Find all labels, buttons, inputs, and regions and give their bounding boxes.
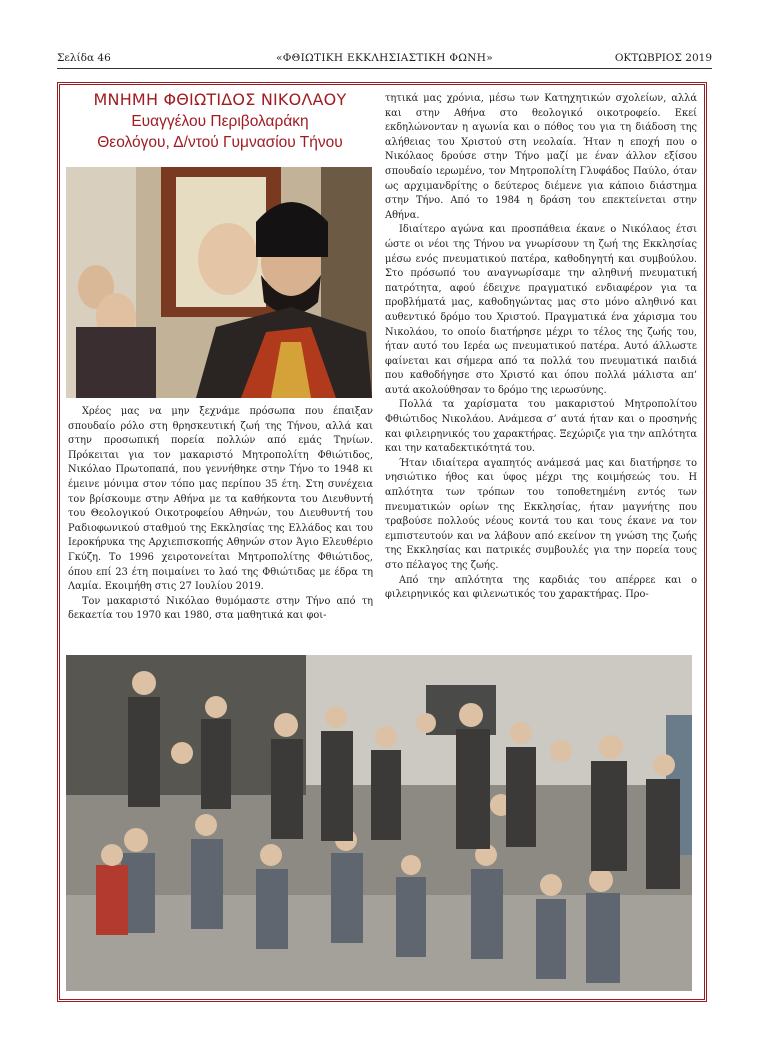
publication-name: «ΦΘΙΩΤΙΚΗ ΕΚΚΛΗΣΙΑΣΤΙΚΗ ΦΩΝΗ» [276,52,493,64]
portrait-photo [66,167,372,398]
issue-date: ΟΚΤΩΒΡΙΟΣ 2019 [614,52,712,64]
paragraph: Από την απλότητα της καρδιάς του απέρρεε και ο φιλειρηνικός και φιλενωτικός του χαρακτήρας. Προ- [385,574,697,601]
group-photo-drawing [66,655,692,991]
page-number: Σελίδα 46 [57,52,111,64]
paragraph: τητικά μας χρόνια, μέσω των Κατηχητικών σχολείων, αλλά και στην Αθήνα στο θεολογικό οικοτροφείο. Εκεί εκδηλώνονταν η αγωνία και ο πόθος του για τη διάδοση της αλήθειας του Χριστού στη νεολαία. Ήταν η εποχή που ο Νικόλαος δρούσε στην Τήνο μαζί με έναν άλλον εξίσου σπουδαίο ιερωμένο, τον Μητροπολίτη Γλυφάδος Παύλο, όταν ως αρχιμανδρίτης ο δεύτερος διέμενε για κάποιο διάστημα στην Τήνο. Από το 1984 η δράση του επεκτείνεται στην Αθήνα. [385,93,697,221]
article-author: Ευαγγέλου Περιβολαράκη [131,113,309,130]
article-author-role: Θεολόγου, Δ/ντού Γυμνασίου Τήνου [97,134,343,151]
paragraph: Τον μακαριστό Νικόλαο θυμόμαστε στην Τήνο από τη δεκαετία του 1970 και 1980, στα μαθητικά και φοι- [68,595,373,622]
text-column-right [385,92,697,603]
header-rule [57,68,712,69]
portrait-photo-drawing [66,167,372,398]
group-photo [66,655,692,991]
paragraph: Ήταν ιδιαίτερα αγαπητός ανάμεσά μας και διατήρησε το νησιώτικο ήθος και ύφος μέχρι της κοιμήσεώς του. Η απλότητα των τρόπων του τοποθετημένη εντός των πνευματικών ορίων της Εκκλησίας, ήταν μαγνήτης που τραβούσε πολλούς νέους κοντά του και τους έκανε να τον εμπιστευτούν και να λάβουν από εκείνον τη γνώση της ζωής της Εκκλησίας και πατρικές συμβουλές για την πορεία τους στο πέλαγος της ζωής. [385,457,697,571]
article-heading [62,89,378,153]
paragraph: Χρέος μας να μην ξεχνάμε πρόσωπα που έπαιξαν σπουδαίο ρόλο στη θρησκευτική ζωή της Τήνου, αλλά και στην προσωπική πορεία πολλών από εμάς Τηνίων. Πρόκειται για τον μακαριστό Μητροπολίτη Φθιώτιδος, Νικόλαο Πρωτοπαπά, που γεννήθηκε στην Τήνο το 1948 κι έμεινε μόνιμα στον τόπο μας περίπου 35 έτη. Στη συνέχεια τον βρίσκουμε στην Αθήνα με τα καθήκοντα του Διευθυντή του Θεολογικού Οικοτροφείου Αθηνών, του Διευθυντή του Ραδιοφωνικού σταθμού της Εκκλησίας της Ελλάδος και του Ιεροκήρυκα της Αρχιεπισκοπής Αθηνών στον Άγιο Ελευθέριο Γκύζη. Το 1996 χειροτονείται Μητροπολίτης Φθιώτιδος, όπου επί 23 έτη ποιμαίνει το λαό της Φθιώτιδας με έδρα τη Λαμία. Εκοιμήθη στις 27 Ιουλίου 2019. [68,406,373,593]
text-column-left [68,405,373,624]
page-header [57,52,712,68]
paragraph: Πολλά τα χαρίσματα του μακαριστού Μητροπολίτου Φθιώτιδος Νικολάου. Ανάμεσα σ’ αυτά ήταν και ο προσηνής και φιλειρηνικός του χαρακτήρας. Ξεχώριζε για την απλότητα και την καταδεκτικότητά του. [385,399,697,455]
paragraph: Ιδιαίτερο αγώνα και προσπάθεια έκανε ο Νικόλαος έτσι ώστε οι νέοι της Τήνου να γνωρίσουν τη ζωή της Εκκλησίας μέσω ενός πνευματικού πατέρα, καθοδηγητή και συμβούλου. Στο πρόσωπό του αναγνωρίσαμε την αληθινή πνευματική πατρότητα, αφού έδειχνε πραγματικό ενδιαφέρον για τα προβλήματά μας, καθοδηγώντας μας στο μόνο αληθινό και αυθεντικό δρόμο του Χριστού. Πραγματικά ένα χάρισμα του Νικολάου, το οποίο διατήρησε μέχρι το τέλος της ζωής του, ήταν αυτό του Ιερέα ως πνευματικού πατέρα. Αυτό άλλωστε φαίνεται και σήμερα από τα πολλά του πνευματικά παιδιά που καθοδήγησε στο Χριστό και όπου πολλά μάλιστα απ’ αυτά ακολούθησαν το δρόμο της ιερωσύνης. [385,224,697,396]
article-title: ΜΝΗΜΗ ΦΘΙΩΤΙΔΟΣ ΝΙΚΟΛΑΟΥ [93,90,347,109]
